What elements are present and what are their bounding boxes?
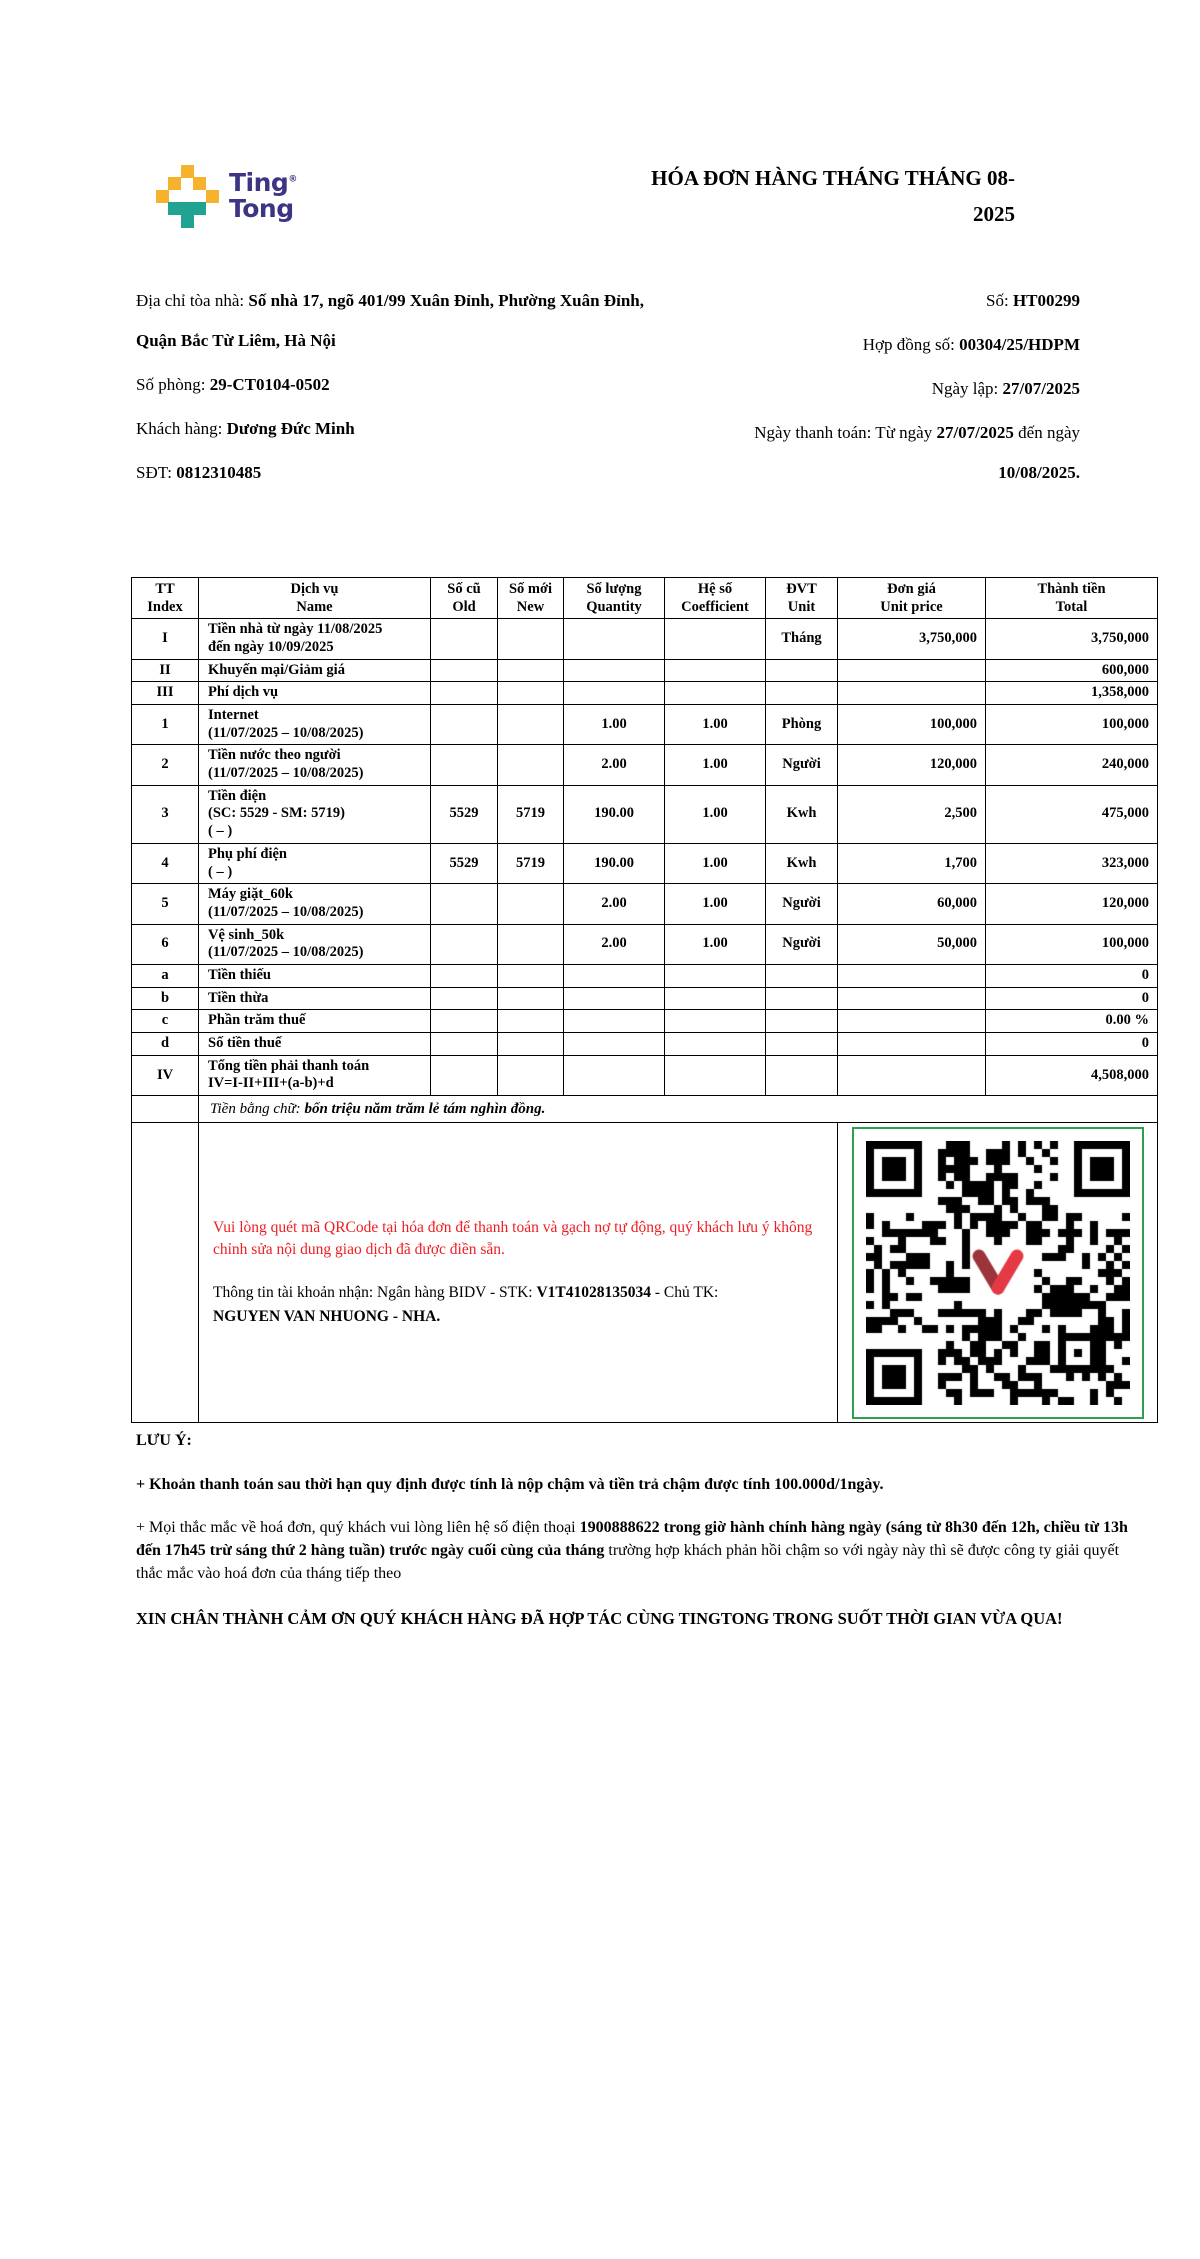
- account-holder: NGUYEN VAN NHUONG - NHA.: [213, 1307, 441, 1325]
- logo-pixel: [156, 190, 169, 203]
- logo-pixel: [193, 177, 206, 190]
- cell-coefficient: [665, 1033, 766, 1056]
- invoice-number-value: HT00299: [1012, 291, 1080, 310]
- thank-you-message: XIN CHÂN THÀNH CẢM ƠN QUÝ KHÁCH HÀNG ĐÃ HỢP TÁC CÙNG TINGTONG TRONG SUỐT THỜI GIAN VỪA QUA!: [136, 1608, 1063, 1628]
- cell-coefficient: [665, 1010, 766, 1033]
- issue-date-value: 27/07/2025: [1002, 378, 1080, 398]
- cell-unit: Người: [766, 884, 838, 924]
- cell-index: III: [132, 682, 199, 705]
- cell-name: [199, 1033, 431, 1056]
- note-contact: [136, 1517, 1140, 1585]
- room-label: Số phòng:: [136, 374, 210, 394]
- cell-total: 120,000: [986, 884, 1158, 924]
- note-contact-part1: + Mọi thắc mắc về hoá đơn, quý khách vui lòng liên hệ số điện thoại: [136, 1519, 580, 1537]
- cell-name: [199, 785, 431, 843]
- cell-name: [199, 843, 431, 883]
- cell-quantity: [564, 1010, 665, 1033]
- cell-new: [498, 924, 564, 964]
- service-name-line: Tiền nhà từ ngày 11/08/2025: [208, 621, 383, 638]
- service-name-line: Số tiền thuế: [208, 1035, 282, 1051]
- customer-line: [136, 409, 653, 449]
- customer-label: Khách hàng:: [136, 418, 227, 438]
- invoice-number-label: Số:: [986, 291, 1013, 310]
- service-name-line: ( – ): [208, 823, 233, 840]
- cell-old: 5529: [431, 843, 498, 883]
- cell-unit: [766, 1010, 838, 1033]
- logo-pixel: [181, 215, 194, 228]
- cell-name: [199, 682, 431, 705]
- cell-quantity: 2.00: [564, 884, 665, 924]
- cell-name: [199, 964, 431, 987]
- table-row: [132, 884, 1158, 924]
- table-header-row: [132, 578, 1158, 619]
- cell-index: II: [132, 659, 199, 682]
- cell-unit-price: [838, 1033, 986, 1056]
- cell-old: [431, 884, 498, 924]
- cell-coefficient: 1.00: [665, 843, 766, 883]
- service-name-line: đến ngày 10/09/2025: [208, 638, 334, 655]
- account-label: Thông tin tài khoản nhận: Ngân hàng BIDV - STK:: [213, 1284, 537, 1302]
- room-value: 29-CT0104-0502: [209, 374, 330, 394]
- cell-coefficient: [665, 987, 766, 1010]
- cell-unit: [766, 682, 838, 705]
- cell-total: 1,358,000: [986, 682, 1158, 705]
- table-row: [132, 682, 1158, 705]
- phone-value: 0812310485: [176, 462, 262, 482]
- cell-unit: [766, 964, 838, 987]
- cell-total: 0.00 %: [986, 1010, 1158, 1033]
- cell-index: [132, 1096, 199, 1123]
- cell-quantity: 2.00: [564, 924, 665, 964]
- cell-index: 4: [132, 843, 199, 883]
- service-name-line: (11/07/2025 – 10/08/2025): [208, 944, 364, 961]
- cell-unit-price: 50,000: [838, 924, 986, 964]
- cell-coefficient: 1.00: [665, 785, 766, 843]
- period-from-date: 27/07/2025: [936, 422, 1014, 442]
- brand-line2: Tong: [229, 194, 294, 223]
- invoice-info-left: [136, 281, 653, 497]
- service-name-line: Phần trăm thuế: [208, 1012, 306, 1029]
- cell-quantity: [564, 987, 665, 1010]
- invoice-table: [131, 577, 1158, 1423]
- header-old: Số cũ Old: [431, 578, 498, 619]
- table-row: [132, 1010, 1158, 1033]
- table-row: [132, 1033, 1158, 1056]
- invoice-number-line: [600, 281, 1080, 321]
- cell-quantity: 1.00: [564, 705, 665, 745]
- cell-quantity: 190.00: [564, 785, 665, 843]
- account-info: [213, 1281, 823, 1328]
- cell-old: [431, 924, 498, 964]
- cell-name: [199, 705, 431, 745]
- cell-coefficient: 1.00: [665, 884, 766, 924]
- cell-total: 475,000: [986, 785, 1158, 843]
- service-name-line: (11/07/2025 – 10/08/2025): [208, 903, 364, 920]
- cell-quantity: [564, 1033, 665, 1056]
- table-row: [132, 987, 1158, 1010]
- cell-new: 5719: [498, 785, 564, 843]
- cell-coefficient: 1.00: [665, 705, 766, 745]
- contract-value: 00304/25/HDPM: [959, 334, 1080, 354]
- cell-quantity: 2.00: [564, 745, 665, 785]
- table-row: [132, 785, 1158, 843]
- cell-index: 3: [132, 785, 199, 843]
- cell-name: [199, 659, 431, 682]
- cell-quantity: 190.00: [564, 843, 665, 883]
- cell-unit: [766, 659, 838, 682]
- cell-unit: Phòng: [766, 705, 838, 745]
- service-name-line: Tiền thừa: [208, 989, 269, 1006]
- cell-unit-price: 60,000: [838, 884, 986, 924]
- logo-pixel: [168, 177, 181, 190]
- invoice-table-foot: [132, 1096, 1158, 1423]
- cell-total: 600,000: [986, 659, 1158, 682]
- cell-new: [498, 1010, 564, 1033]
- logo-pixel: [206, 190, 219, 203]
- cell-name: [199, 1055, 431, 1095]
- cell-old: [431, 682, 498, 705]
- cell-index: 5: [132, 884, 199, 924]
- cell-old: [431, 1055, 498, 1095]
- cell-index: c: [132, 1010, 199, 1033]
- cell-name: [199, 924, 431, 964]
- cell-index: 1: [132, 705, 199, 745]
- cell-unit-price: [838, 987, 986, 1010]
- cell-unit-price: 3,750,000: [838, 619, 986, 659]
- cell-new: [498, 1033, 564, 1056]
- table-row: [132, 745, 1158, 785]
- invoice-title-line2: 2025: [973, 202, 1015, 227]
- cell-old: [431, 964, 498, 987]
- cell-unit: Người: [766, 745, 838, 785]
- address-value: Số nhà 17, ngõ 401/99 Xuân Đỉnh, Phường Xuân Đỉnh, Quận Bắc Từ Liêm, Hà Nội: [136, 291, 644, 350]
- service-name-line: Phụ phí điện: [208, 845, 287, 862]
- qr-box: [852, 1127, 1144, 1419]
- note-contact-part4: trường hợp khách phản hồi chậm so với ngày này thì sẽ được công ty giải quyết thắc mắc vào hoá đơn của tháng tiếp theo: [136, 1542, 1120, 1582]
- brand-line1: Ting: [229, 167, 289, 197]
- cell-unit-price: 2,500: [838, 785, 986, 843]
- cell-index: IV: [132, 1055, 199, 1095]
- service-name-line: Phí dịch vụ: [208, 684, 279, 701]
- cell-coefficient: [665, 1055, 766, 1095]
- cell-new: [498, 682, 564, 705]
- note-contact-hotline: 1900888622 trong giờ hành chính hàng ngày (sáng từ 8h30 đến 12h, chiều từ 13h đến 17h45 trừ sáng thứ 2 hàng tuần): [136, 1519, 1128, 1560]
- service-name-line: IV=I-II+III+(a-b)+d: [208, 1075, 334, 1092]
- phone-line: [136, 453, 653, 493]
- cell-total: 0: [986, 987, 1158, 1010]
- cell-coefficient: [665, 964, 766, 987]
- cell-index: 6: [132, 924, 199, 964]
- cell-coefficient: [665, 682, 766, 705]
- amount-in-words-label: Tiền bằng chữ:: [210, 1100, 305, 1117]
- cell-old: [431, 705, 498, 745]
- cell-total: 0: [986, 1033, 1158, 1056]
- cell-new: [498, 619, 564, 659]
- cell-unit: Tháng: [766, 619, 838, 659]
- qr-code: [866, 1141, 1130, 1405]
- header-new: Số mới New: [498, 578, 564, 619]
- issue-date-label: Ngày lập:: [931, 378, 1003, 398]
- account-mid: - Chủ TK:: [651, 1284, 719, 1302]
- cell-unit-price: [838, 682, 986, 705]
- service-name-line: (SC: 5529 - SM: 5719): [208, 805, 345, 822]
- cell-total: 323,000: [986, 843, 1158, 883]
- cell-unit-price: 120,000: [838, 745, 986, 785]
- cell-index: 2: [132, 745, 199, 785]
- cell-quantity: [564, 619, 665, 659]
- cell-new: [498, 659, 564, 682]
- logo-pixel: [181, 165, 194, 178]
- cell-total: 100,000: [986, 705, 1158, 745]
- cell-old: [431, 659, 498, 682]
- service-name-line: Khuyến mại/Giảm giá: [208, 661, 345, 678]
- cell-unit: Kwh: [766, 785, 838, 843]
- header-total: Thành tiền Total: [986, 578, 1158, 619]
- logo-pixel: [168, 202, 206, 215]
- brand-logo: [156, 165, 297, 227]
- cell-unit: [766, 1033, 838, 1056]
- cell-name: [199, 987, 431, 1010]
- period-mid: đến ngày: [1013, 422, 1080, 442]
- invoice-table-body: [132, 619, 1158, 1096]
- cell-coefficient: 1.00: [665, 924, 766, 964]
- table-row: [132, 843, 1158, 883]
- invoice-title: [535, 160, 1015, 232]
- cell-coefficient: 1.00: [665, 745, 766, 785]
- cell-unit-price: 100,000: [838, 705, 986, 745]
- cell-quantity: [564, 1055, 665, 1095]
- qr-row: [132, 1123, 1158, 1423]
- amount-in-words-value: bốn triệu năm trăm lẻ tám nghìn đồng.: [304, 1100, 546, 1117]
- amount-in-words-row: [132, 1096, 1158, 1123]
- header-service: Dịch vụ Name: [199, 578, 431, 619]
- registered-mark: ®: [288, 174, 297, 185]
- note-title: LƯU Ý:: [136, 1432, 192, 1449]
- cell-new: [498, 1055, 564, 1095]
- cell-new: [498, 884, 564, 924]
- cell-old: 5529: [431, 785, 498, 843]
- address-label: Địa chỉ tòa nhà:: [136, 291, 249, 310]
- cell-unit-price: [838, 1055, 986, 1095]
- cell-unit: [766, 1055, 838, 1095]
- cell-new: [498, 705, 564, 745]
- cell-old: [431, 987, 498, 1010]
- payment-period-line: [600, 413, 1080, 493]
- payment-instructions-cell: [199, 1123, 838, 1423]
- contract-number-line: [600, 325, 1080, 365]
- cell-new: 5719: [498, 843, 564, 883]
- service-name-line: (11/07/2025 – 10/08/2025): [208, 724, 364, 741]
- cell-coefficient: [665, 659, 766, 682]
- phone-label: SĐT:: [136, 462, 177, 482]
- footer-notes: [136, 1430, 1140, 1651]
- cell-quantity: [564, 682, 665, 705]
- cell-name: [199, 1010, 431, 1033]
- service-name-line: Tiền thiếu: [208, 966, 271, 983]
- table-row: [132, 924, 1158, 964]
- cell-total: 0: [986, 964, 1158, 987]
- period-to-date: 10/08/2025.: [998, 462, 1080, 482]
- note-contact-deadline: trước ngày cuối cùng của tháng: [389, 1542, 609, 1560]
- period-label: Ngày thanh toán: Từ ngày: [754, 422, 937, 442]
- cell-old: [431, 619, 498, 659]
- table-row: [132, 964, 1158, 987]
- cell-quantity: [564, 659, 665, 682]
- amount-in-words: [199, 1096, 1158, 1123]
- service-name-line: ( – ): [208, 863, 233, 880]
- cell-name: [199, 745, 431, 785]
- cell-index: b: [132, 987, 199, 1010]
- header-quantity: Số lượng Quantity: [564, 578, 665, 619]
- building-address-line: [136, 281, 653, 361]
- cell-name: [199, 619, 431, 659]
- service-name-line: Vệ sinh_50k: [208, 926, 285, 943]
- cell-old: [431, 1033, 498, 1056]
- cell-total: 3,750,000: [986, 619, 1158, 659]
- table-row: [132, 1055, 1158, 1095]
- cell-old: [431, 1010, 498, 1033]
- cell-unit-price: [838, 964, 986, 987]
- table-row: [132, 619, 1158, 659]
- issue-date-line: [600, 369, 1080, 409]
- qr-notice: Vui lòng quét mã QRCode tại hóa đơn để thanh toán và gạch nợ tự động, quý khách lưu ý không chỉnh sửa nội dung giao dịch đã được điền sẵn.: [213, 1219, 813, 1259]
- cell-new: [498, 745, 564, 785]
- note-late-fee: + Khoản thanh toán sau thời hạn quy định được tính là nộp chậm và tiền trả chậm được tính 100.000d/1ngày.: [136, 1475, 884, 1493]
- cell-unit: Kwh: [766, 843, 838, 883]
- cell-new: [498, 964, 564, 987]
- invoice-info-right: [600, 281, 1080, 497]
- contract-label: Hợp đồng số:: [862, 334, 960, 354]
- cell-total: 240,000: [986, 745, 1158, 785]
- table-row: [132, 659, 1158, 682]
- service-name-line: (11/07/2025 – 10/08/2025): [208, 765, 364, 782]
- cell-old: [431, 745, 498, 785]
- cell-total: 4,508,000: [986, 1055, 1158, 1095]
- cell-new: [498, 987, 564, 1010]
- cell-name: [199, 884, 431, 924]
- header-index: TT Index: [132, 578, 199, 619]
- service-name-line: Tiền nước theo người: [208, 747, 341, 764]
- header-unit-price: Đơn giá Unit price: [838, 578, 986, 619]
- brand-name: [229, 167, 297, 223]
- cell-index: [132, 1123, 199, 1423]
- cell-unit-price: 1,700: [838, 843, 986, 883]
- customer-value: Dương Đức Minh: [226, 418, 355, 438]
- room-number-line: [136, 365, 653, 405]
- header-coefficient: Hệ số Coefficient: [665, 578, 766, 619]
- header-unit: ĐVT Unit: [766, 578, 838, 619]
- cell-unit: [766, 987, 838, 1010]
- service-name-line: Máy giặt_60k: [208, 886, 293, 903]
- cell-index: d: [132, 1033, 199, 1056]
- account-number: V1T41028135034: [536, 1284, 651, 1302]
- cell-unit-price: [838, 659, 986, 682]
- cell-index: I: [132, 619, 199, 659]
- table-row: [132, 705, 1158, 745]
- invoice-title-line1: HÓA ĐƠN HÀNG THÁNG THÁNG 08-: [651, 166, 1015, 190]
- tingtong-logo-icon: [156, 165, 218, 227]
- qr-code-cell: [838, 1123, 1158, 1423]
- cell-coefficient: [665, 619, 766, 659]
- cell-index: a: [132, 964, 199, 987]
- cell-unit-price: [838, 1010, 986, 1033]
- cell-total: 100,000: [986, 924, 1158, 964]
- cell-quantity: [564, 964, 665, 987]
- service-name-line: Tổng tiền phải thanh toán: [208, 1057, 370, 1074]
- service-name-line: Internet: [208, 707, 259, 723]
- service-name-line: Tiền điện: [208, 787, 267, 804]
- cell-unit: Người: [766, 924, 838, 964]
